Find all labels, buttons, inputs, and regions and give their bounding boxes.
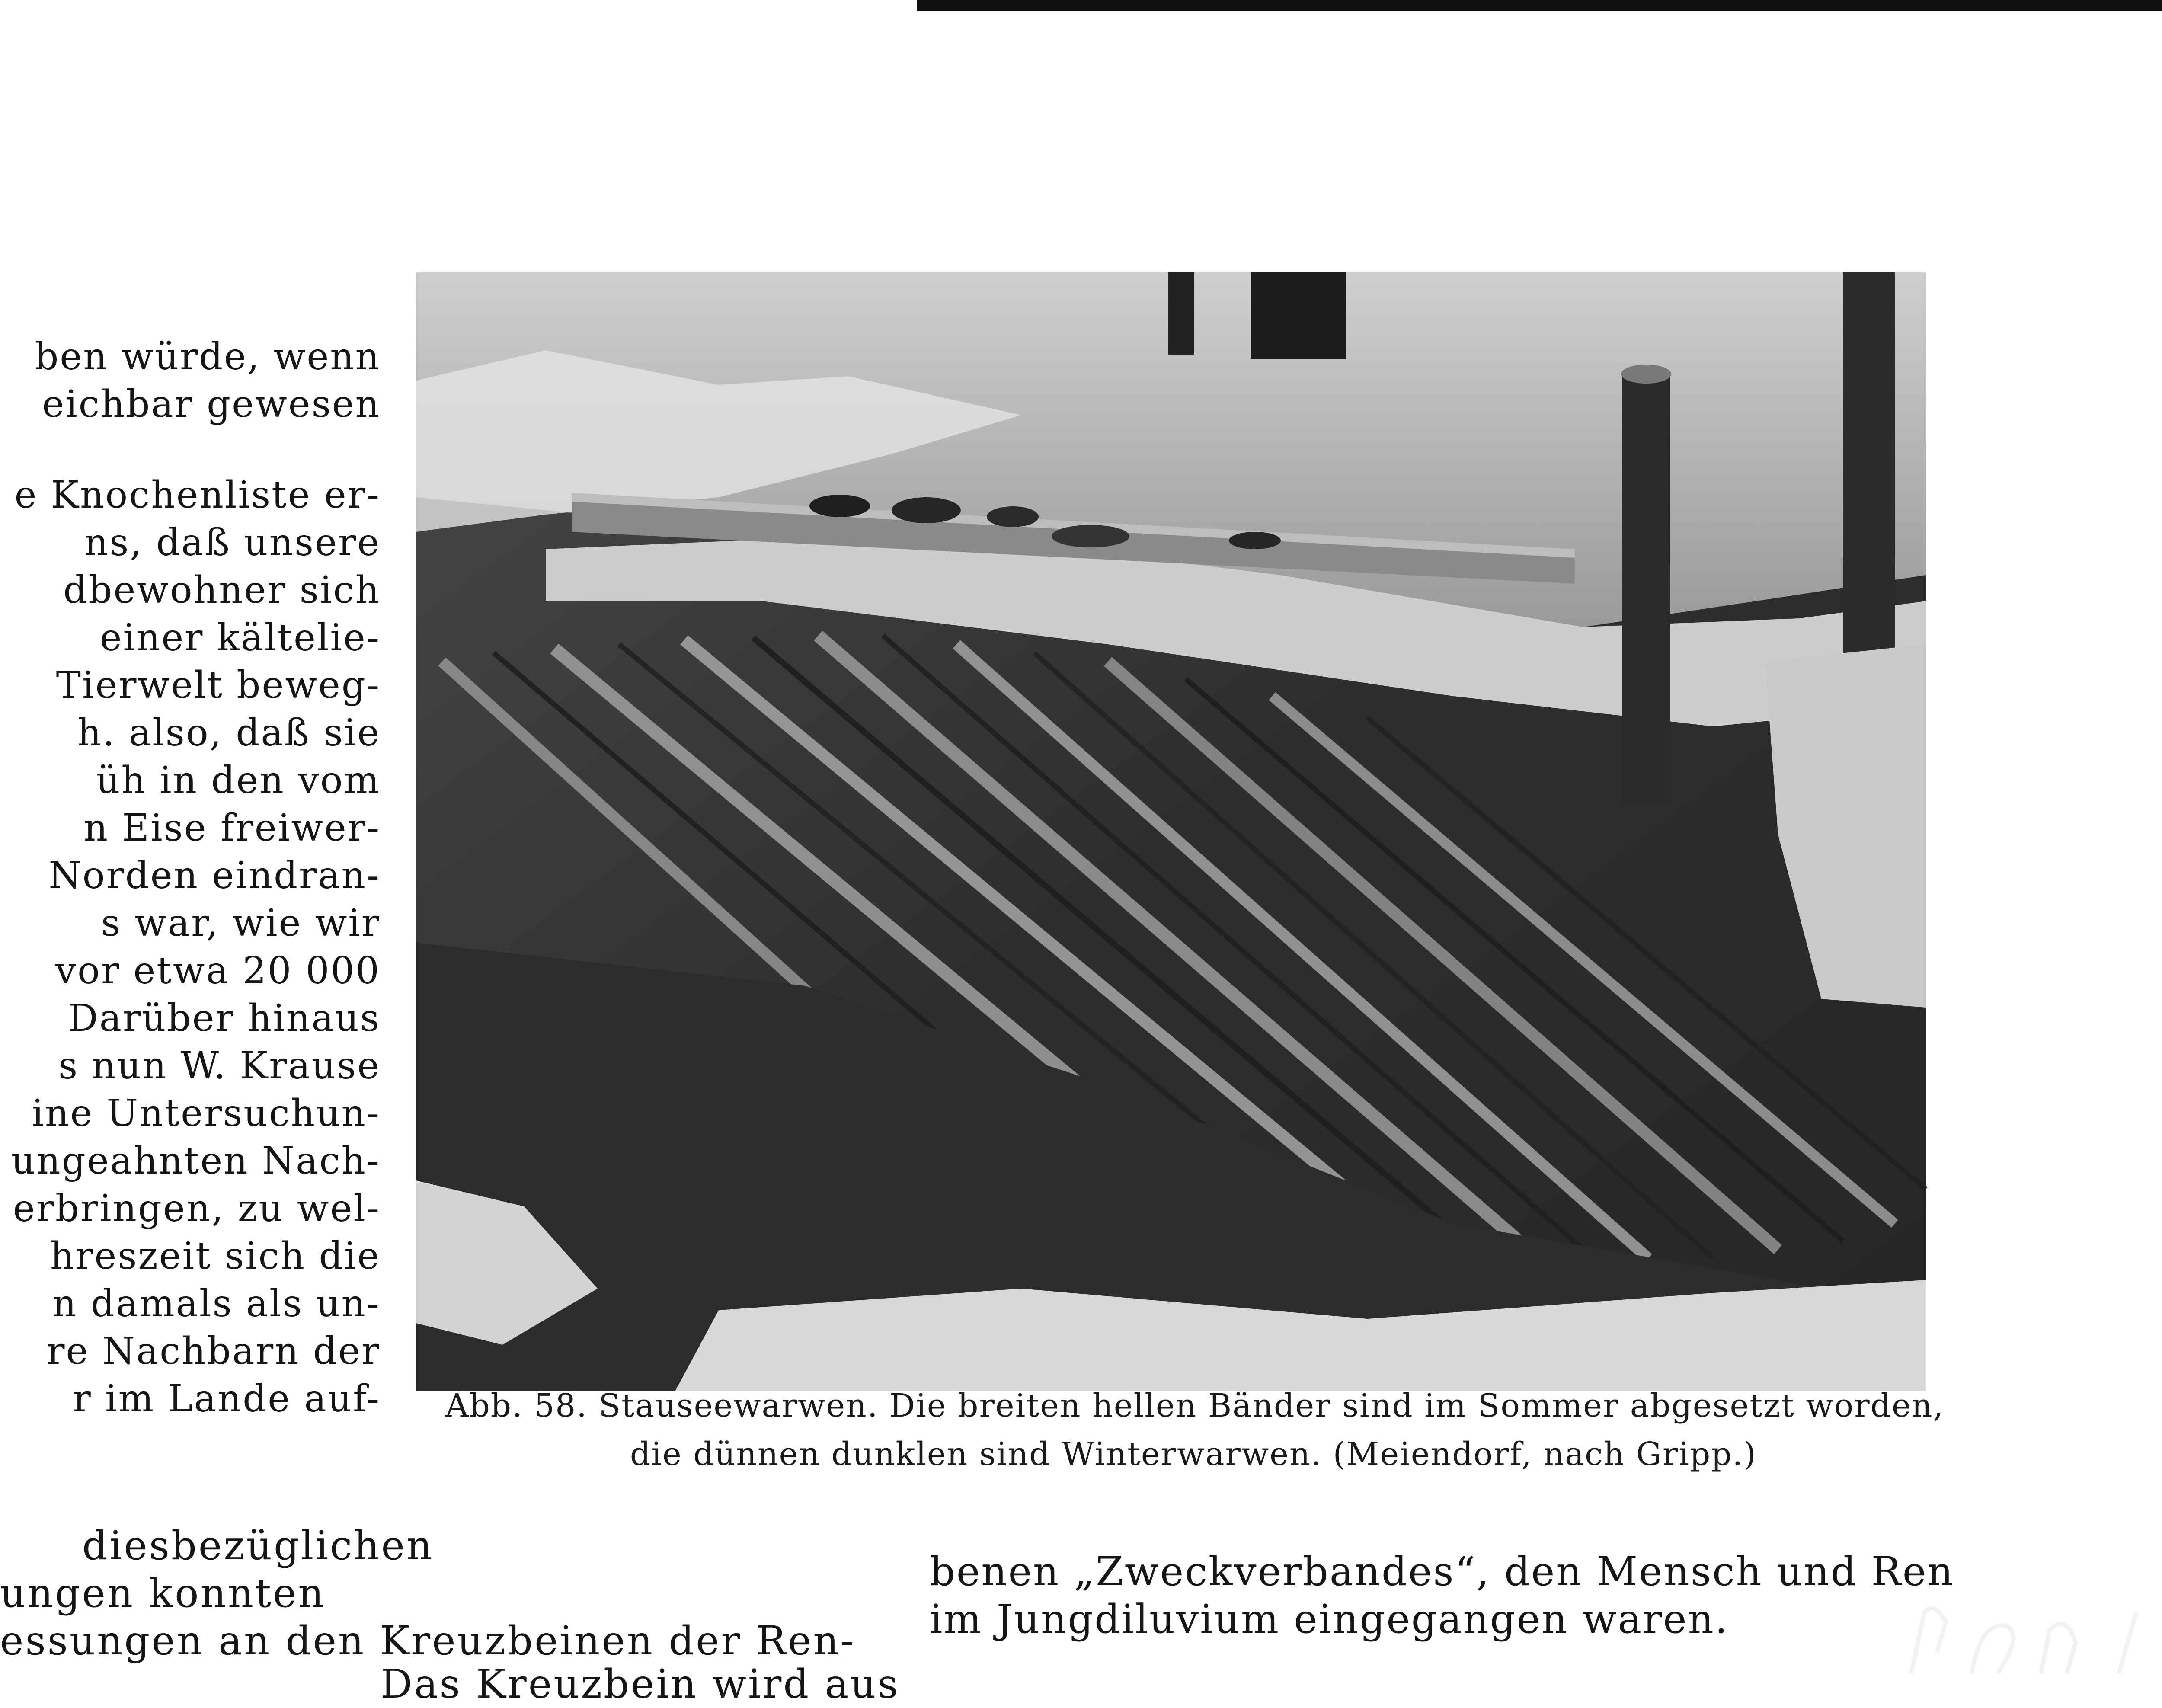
text-line: Norden eindran- <box>48 854 381 897</box>
text-line: eichbar gewesen <box>42 383 381 426</box>
text-line: dbewohner sich <box>63 569 381 612</box>
text-line: hreszeit sich die <box>50 1235 381 1278</box>
scan-top-edge-strip <box>917 0 2162 11</box>
text-line: im Jungdiluvium eingegangen waren. <box>930 1596 1729 1642</box>
text-line: ungen konnten <box>0 1570 326 1616</box>
text-line: re Nachbarn der <box>47 1330 381 1373</box>
figure-photograph <box>416 272 1926 1391</box>
handwritten-number-mark <box>1894 1596 2162 1677</box>
text-line: n damals als un- <box>52 1282 381 1325</box>
text-line: n Eise freiwer- <box>83 806 381 850</box>
text-line: e Knochenliste er- <box>14 473 381 517</box>
text-line: essungen an den Kreuzbeinen der Ren- <box>0 1618 856 1664</box>
text-line: r im Lande auf- <box>73 1377 381 1420</box>
bottom-left-text <box>0 1522 900 1707</box>
text-line: Das Kreuzbein wird aus <box>381 1661 900 1707</box>
text-line: vor etwa 20 000 <box>55 949 381 992</box>
text-line: üh in den vom <box>96 759 381 802</box>
varve-excavation-photo <box>416 272 1926 1391</box>
text-line: s nun W. Krause <box>58 1044 381 1087</box>
text-line: s war, wie wir <box>101 902 381 945</box>
text-line: ben würde, wenn <box>35 335 381 378</box>
bottom-right-text <box>930 1548 1954 1677</box>
text-line: diesbezüglichen <box>82 1522 434 1569</box>
text-line: Darüber hinaus <box>68 997 381 1040</box>
left-text-column <box>0 329 381 1496</box>
caption-line-1: Abb. 58. Stauseewarwen. Die breiten hellen Bänder sind im Sommer abgesetzt worden, <box>445 1387 1944 1424</box>
figure-caption <box>445 1382 1944 1478</box>
text-line: einer kältelie- <box>99 616 381 659</box>
caption-line-2: die dünnen dunklen sind Winterwarwen. (Meiendorf, nach Gripp.) <box>630 1436 1757 1473</box>
text-line: Tierwelt beweg- <box>56 664 381 707</box>
text-line: ungeahnten Nach- <box>11 1139 381 1183</box>
text-line: ine Untersuchun- <box>32 1092 381 1135</box>
text-line: erbringen, zu wel- <box>13 1187 381 1230</box>
text-line: h. also, daß sie <box>77 711 381 755</box>
text-line: ns, daß unsere <box>84 521 381 564</box>
text-line: benen „Zweckverbandes“, den Mensch und Ren <box>930 1548 1954 1595</box>
